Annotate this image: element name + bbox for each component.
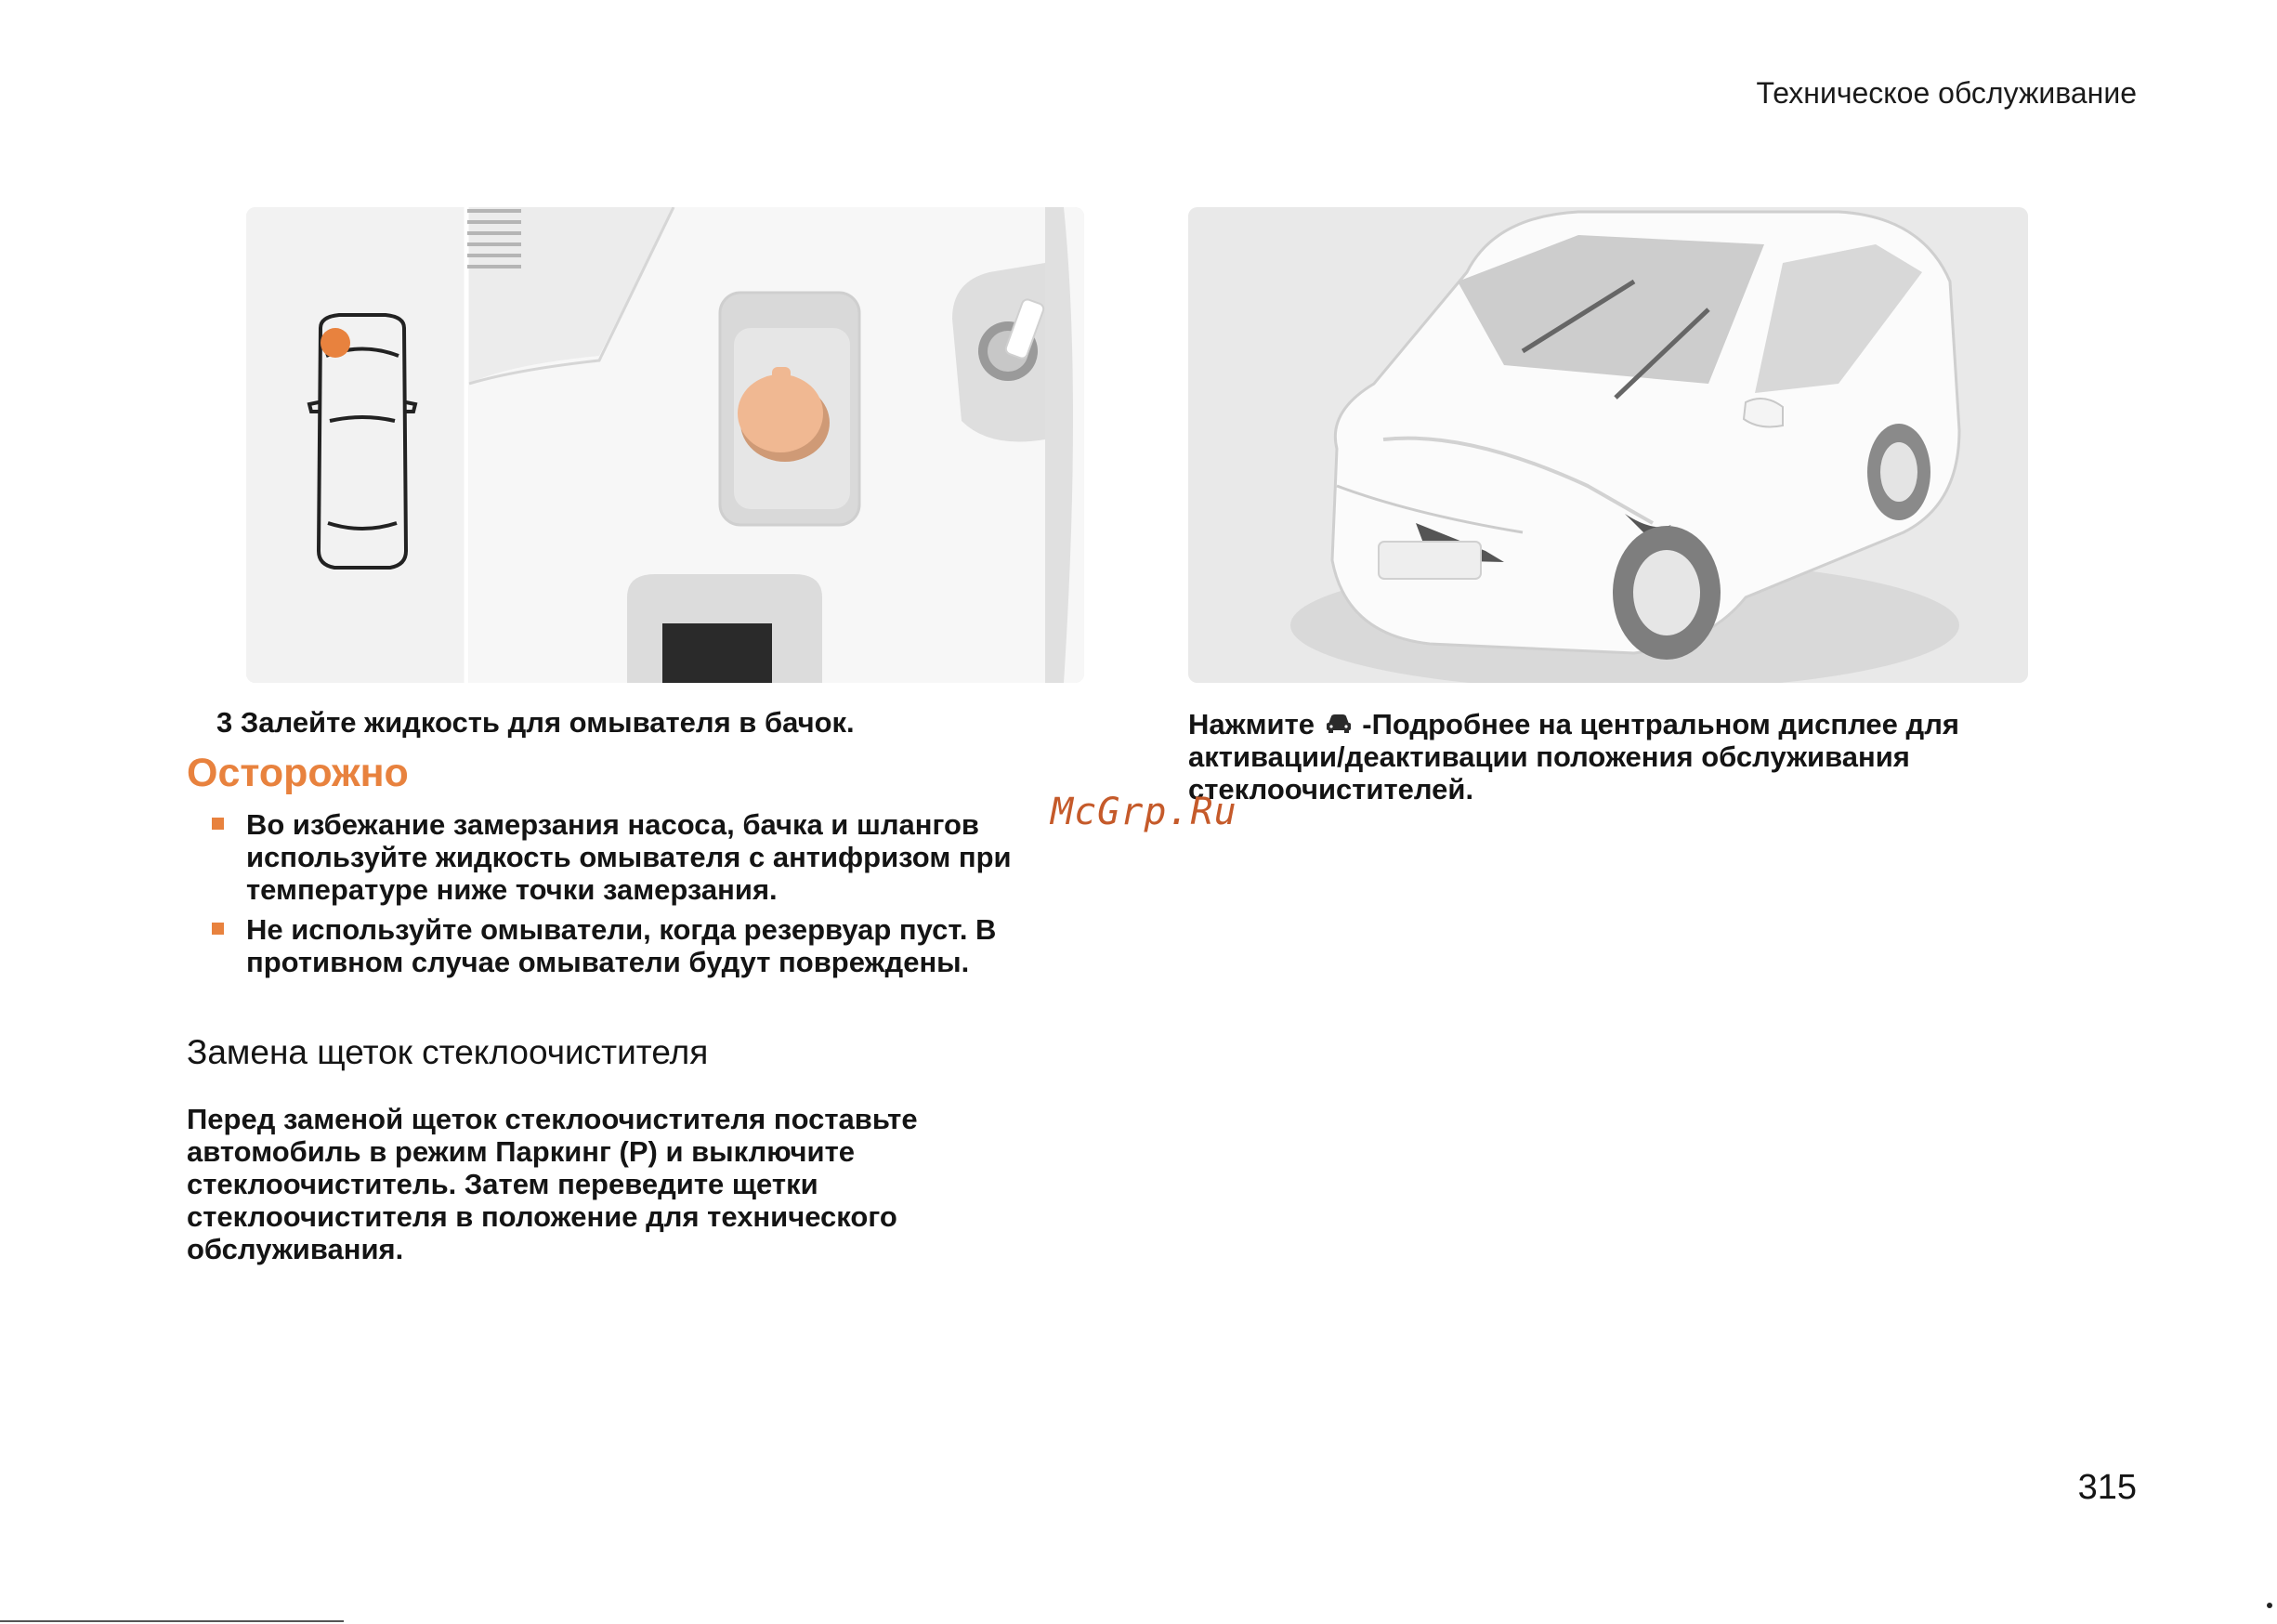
bottom-rule: [0, 1620, 344, 1622]
caution-bullet-1: [246, 808, 1045, 906]
caution-bullet-text: Не используйте омыватели, когда резервуар пуст. В противном случае омыватели будут повреждены.: [246, 913, 997, 978]
washer-reservoir-cap: [738, 374, 823, 452]
corner-mark: [2267, 1603, 2272, 1608]
wiper-service-instruction: [1188, 708, 2052, 805]
watermark: McGrp.Ru: [1051, 791, 1237, 833]
running-header: Техническое обслуживание: [1756, 76, 2137, 110]
page-number: 315: [2077, 1468, 2137, 1507]
step-number: 3: [216, 706, 233, 739]
step-3: [216, 706, 1034, 740]
washer-reservoir-figure: [246, 207, 1084, 683]
caution-bullet-2: [246, 913, 1045, 978]
caution-title: Осторожно: [187, 751, 409, 795]
section-body: Перед заменой щеток стеклоочистителя поставьте автомобиль в режим Паркинг (P) и выключите стеклоочиститель. Затем переведите щетки стеклоочистителя в положение для технического обслуживания.: [187, 1103, 918, 1265]
step-text: Залейте жидкость для омывателя в бачок.: [240, 706, 855, 739]
washer-reservoir-illustration: [246, 207, 1084, 683]
section-title: Замена щеток стеклоочистителя: [187, 1033, 709, 1071]
reservoir-location-marker: [321, 328, 350, 358]
car-topview-inset: [246, 207, 465, 683]
instruction-text-after: -Подробнее на центральном дисплее для активации/деактивации положения обслуживания стеклоочистителей.: [1188, 708, 1959, 805]
car-wipers-figure: [1188, 207, 2028, 683]
bullet-marker-icon: [212, 923, 224, 935]
bullet-marker-icon: [212, 818, 224, 830]
caution-bullet-text: Во избежание замерзания насоса, бачка и шлангов используйте жидкость омывателя с антифризом при температуре ниже точки замерзания.: [246, 808, 1012, 906]
instruction-text-before: Нажмите: [1188, 708, 1315, 740]
car-settings-icon: [1325, 712, 1353, 736]
car-wipers-illustration: [1188, 207, 2028, 683]
